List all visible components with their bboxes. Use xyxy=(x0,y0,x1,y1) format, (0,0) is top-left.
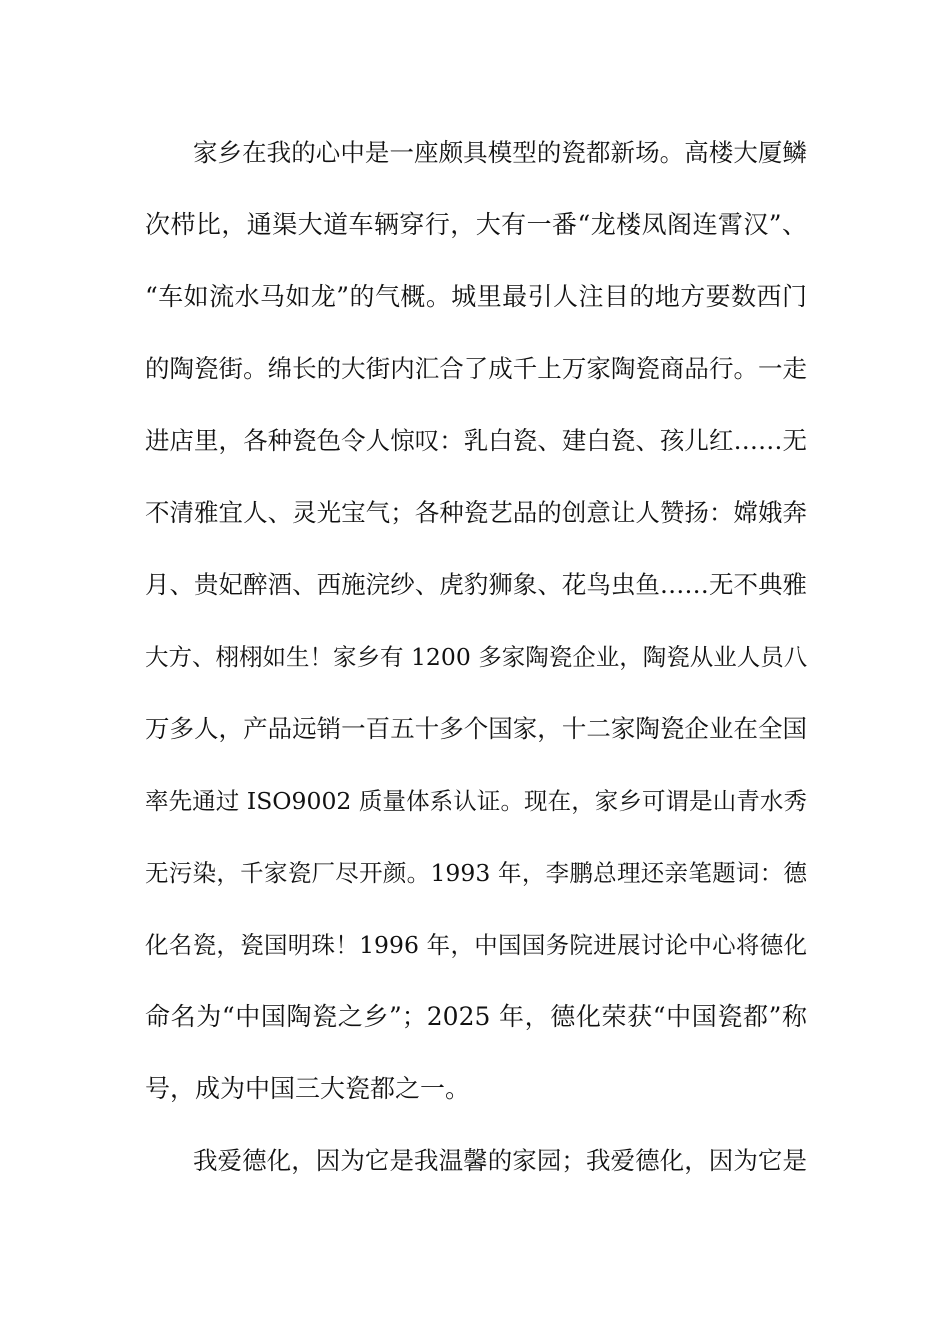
paragraph-1-line-14: 号，成为中国三大瓷都之一。 xyxy=(145,1074,471,1103)
paragraph-1-line-12: 化名瓷，瓷国明珠！1996 年，中国国务院进展讨论中心将德化 xyxy=(145,931,807,959)
paragraph-1-line-5: 进店里，各种瓷色令人惊叹：乳白瓷、建白瓷、孩儿红……无 xyxy=(145,426,807,455)
paragraph-1-line-10: 率先通过 ISO9002 质量体系认证。现在，家乡可谓是山青水秀 xyxy=(145,787,807,815)
paragraph-1-line-11: 无污染，千家瓷厂尽开颜。1993 年，李鹏总理还亲笔题词：德 xyxy=(145,859,807,887)
paragraph-1-line-1: 家乡在我的心中是一座颇具模型的瓷都新场。高楼大厦鳞 xyxy=(193,138,807,167)
paragraph-1-line-8: 大方、栩栩如生！家乡有 1200 多家陶瓷企业，陶瓷从业人员八 xyxy=(145,643,808,671)
paragraph-1-line-13: 命名为“中国陶瓷之乡”；2025 年，德化荣获“中国瓷都”称 xyxy=(145,1002,807,1031)
paragraph-1-line-7: 月、贵妃醉酒、西施浣纱、虎豹狮象、花鸟虫鱼……无不典雅 xyxy=(145,570,807,599)
paragraph-1-line-3: “车如流水马如龙”的气概。城里最引人注目的地方要数西门 xyxy=(145,282,807,311)
paragraph-1-line-6: 不清雅宜人、灵光宝气；各种瓷艺品的创意让人赞扬：嫦娥奔 xyxy=(145,498,807,527)
paragraph-1-line-4: 的陶瓷街。绵长的大街内汇合了成千上万家陶瓷商品行。一走 xyxy=(145,354,807,383)
paragraph-2-line-1: 我爱德化，因为它是我温馨的家园；我爱德化，因为它是 xyxy=(193,1146,807,1175)
paragraph-1-line-2: 次栉比，通渠大道车辆穿行，大有一番“龙楼凤阁连霄汉”、 xyxy=(145,210,807,239)
paragraph-1-line-9: 万多人，产品远销一百五十多个国家，十二家陶瓷企业在全国 xyxy=(145,714,807,743)
